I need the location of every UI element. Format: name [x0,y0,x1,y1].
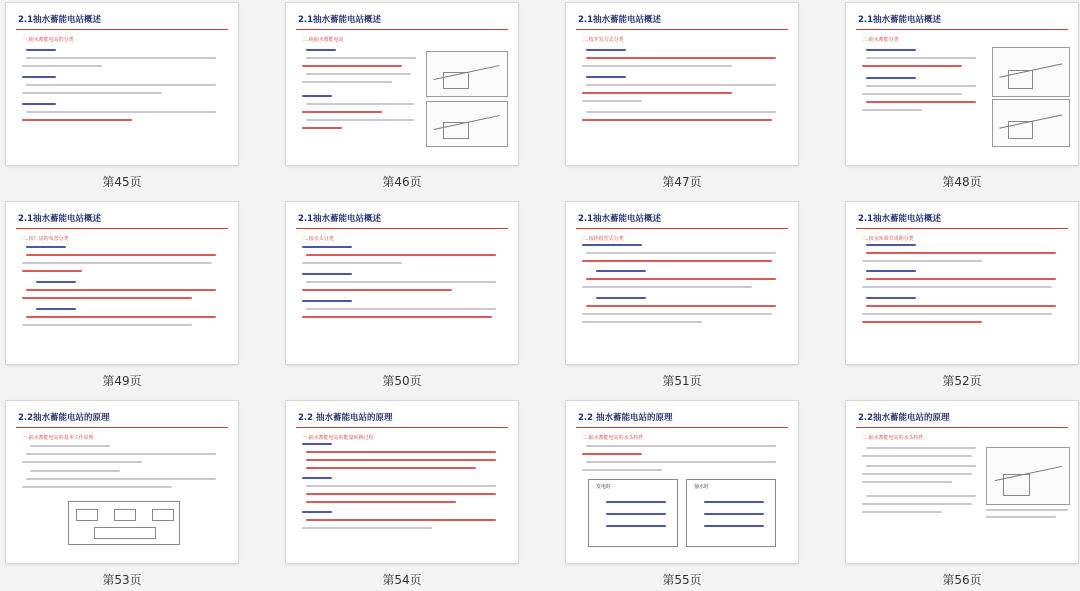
flow-box [152,509,174,521]
slide-title: 2.1抽水蓄能电站概述 [298,15,382,25]
text-line [862,93,962,95]
text-line [26,453,216,455]
formula-label-generating: 发电时 [596,484,612,490]
text-line [306,49,336,51]
slide-thumbnail-49[interactable] [6,202,238,364]
flow-box [94,527,156,539]
text-line [586,57,776,59]
flow-box [76,509,98,521]
slide-thumbnail-54[interactable] [286,401,518,563]
diagram-figure [992,47,1070,97]
text-line [302,95,332,97]
chart-figure [986,447,1070,505]
slide-title: 2.1抽水蓄能电站概述 [18,15,102,25]
text-line [582,100,642,102]
text-line [302,127,342,129]
text-line [866,297,916,299]
text-line [862,65,962,67]
slide-thumbnail-51[interactable] [566,202,798,364]
title-rule [16,29,228,30]
text-line [862,313,1052,315]
text-line [866,305,1056,307]
text-line [22,461,142,463]
text-line [306,485,496,487]
text-line [26,111,216,113]
text-line [302,289,452,291]
text-line [582,453,642,455]
formula-label-pumping: 抽水时 [694,484,710,490]
page-label: 第56页 [942,573,982,587]
text-line [862,321,982,323]
text-line [582,65,732,67]
slide-thumbnail-53[interactable] [6,401,238,563]
text-line [22,103,56,105]
page-label: 第49页 [102,374,142,388]
text-line [306,73,411,75]
caption-line [986,516,1056,518]
slide-subtitle: 二.抽水蓄能电站的水头特性 [862,435,924,441]
slide-thumbnail-48[interactable] [846,3,1078,165]
text-line [36,281,76,283]
text-line [866,270,916,272]
page-label: 第48页 [942,175,982,189]
text-line [302,246,352,248]
text-line [866,57,976,59]
slide-title: 2.1抽水蓄能电站概述 [298,214,382,224]
slide-thumbnail-52[interactable] [846,202,1078,364]
slide-thumbnail-45[interactable] [6,3,238,165]
slide-title: 2.1抽水蓄能电站概述 [858,214,942,224]
slide-subtitle: 二.抽水蓄能分类 [862,37,899,43]
text-line [606,501,666,503]
slide-title: 2.1抽水蓄能电站概述 [858,15,942,25]
text-line [302,81,392,83]
slide-subtitle: 二.抽水蓄能电站的水头特性 [582,435,644,441]
text-line [586,49,626,51]
title-rule [296,29,508,30]
text-line [302,111,382,113]
text-line [866,495,976,497]
title-rule [856,427,1068,428]
page-label: 第54页 [382,573,422,587]
slide-title: 2.1抽水蓄能电站概述 [578,15,662,25]
text-line [302,273,352,275]
page-label: 第47页 [662,175,702,189]
page-label: 第53页 [102,573,142,587]
diagram-figure [992,99,1070,147]
text-line [582,286,752,288]
text-line [586,445,776,447]
text-line [586,111,776,113]
text-line [704,525,764,527]
text-line [582,92,732,94]
text-line [866,252,1056,254]
page-label: 第46页 [382,175,422,189]
text-line [586,461,776,463]
caption-line [986,509,1068,511]
text-line [302,316,492,318]
flow-box [114,509,136,521]
text-line [302,65,402,67]
text-line [866,85,976,87]
text-line [586,76,626,78]
text-line [306,501,456,503]
page-label: 第55页 [662,573,702,587]
text-line [306,103,414,105]
text-line [582,469,662,471]
title-rule [856,228,1068,229]
text-line [302,300,352,302]
text-line [866,244,916,246]
title-rule [296,228,508,229]
text-line [26,246,66,248]
slide-thumbnail-47[interactable] [566,3,798,165]
slide-subtitle: 二.纯抽水蓄能电站 [302,37,344,43]
slide-subtitle: 一.抽水蓄能电站的基本工作原理 [22,435,94,441]
text-line [704,513,764,515]
slide-subtitle: 二.按水库调节周期分类 [862,236,914,242]
diagram-figure [426,101,508,147]
text-line [606,525,666,527]
title-rule [576,228,788,229]
page-label: 第50页 [382,374,422,388]
text-line [302,527,432,529]
text-line [606,513,666,515]
text-line [862,473,972,475]
text-line [306,119,414,121]
text-line [306,519,496,521]
text-line [586,84,776,86]
diagram-figure [426,51,508,97]
text-line [866,278,1056,280]
text-line [22,262,212,264]
text-line [596,297,646,299]
slide-thumbnail-56[interactable] [846,401,1078,563]
title-rule [296,427,508,428]
slide-title: 2.1抽水蓄能电站概述 [578,214,662,224]
text-line [306,308,496,310]
slide-title: 2.1抽水蓄能电站概述 [18,214,102,224]
slide-title: 2.2抽水蓄能电站的原理 [858,413,950,423]
text-line [582,313,772,315]
text-line [862,481,952,483]
text-line [586,278,776,280]
text-line [22,92,162,94]
slide-title: 2.2 抽水蓄能电站的原理 [578,413,673,423]
text-line [306,451,496,453]
title-rule [576,29,788,30]
text-line [26,478,216,480]
text-line [302,477,332,479]
slide-subtitle: 二.按开发方式分类 [582,37,624,43]
text-line [306,57,416,59]
text-line [22,324,192,326]
text-line [306,254,496,256]
page-label: 第51页 [662,374,702,388]
text-line [22,297,192,299]
title-rule [16,228,228,229]
text-line [862,286,1052,288]
text-line [866,447,976,449]
text-line [302,443,332,445]
text-line [866,77,916,79]
page-label: 第45页 [102,175,142,189]
slide-subtitle: 二.按机组型式分类 [582,236,624,242]
text-line [862,511,942,513]
slide-thumbnail-50[interactable] [286,202,518,364]
text-line [862,455,972,457]
title-rule [16,427,228,428]
text-line [306,493,496,495]
slide-subtitle: 二.按水头分类 [302,236,334,242]
text-line [26,57,216,59]
text-line [26,84,216,86]
text-line [22,65,102,67]
title-rule [576,427,788,428]
slide-title: 2.2 抽水蓄能电站的原理 [298,413,393,423]
text-line [302,262,402,264]
text-line [26,49,56,51]
text-line [582,244,642,246]
text-line [30,470,120,472]
text-line [26,316,216,318]
text-line [866,465,976,467]
slide-subtitle: 二.按厂房的布置分类 [22,236,69,242]
text-line [22,119,132,121]
text-line [26,254,216,256]
text-line [866,101,976,103]
text-line [36,308,76,310]
text-line [596,270,646,272]
slide-subtitle: 一.抽水蓄能电站的能量转换过程 [302,435,374,441]
text-line [586,252,776,254]
text-line [862,503,972,505]
text-line [582,321,702,323]
text-line [306,281,496,283]
text-line [306,459,496,461]
text-line [582,119,772,121]
text-line [862,109,922,111]
text-line [22,76,56,78]
slide-subtitle: 一.抽水蓄能电站的分类 [22,37,74,43]
text-line [586,305,776,307]
slide-thumbnail-46[interactable] [286,3,518,165]
slide-thumbnail-55[interactable] [566,401,798,563]
title-rule [856,29,1068,30]
text-line [306,467,476,469]
text-line [30,445,110,447]
page-label: 第52页 [942,374,982,388]
text-line [302,511,332,513]
text-line [22,270,82,272]
text-line [704,501,764,503]
text-line [866,49,916,51]
text-line [22,486,172,488]
slide-title: 2.2抽水蓄能电站的原理 [18,413,110,423]
text-line [862,260,982,262]
text-line [26,289,216,291]
text-line [582,260,772,262]
